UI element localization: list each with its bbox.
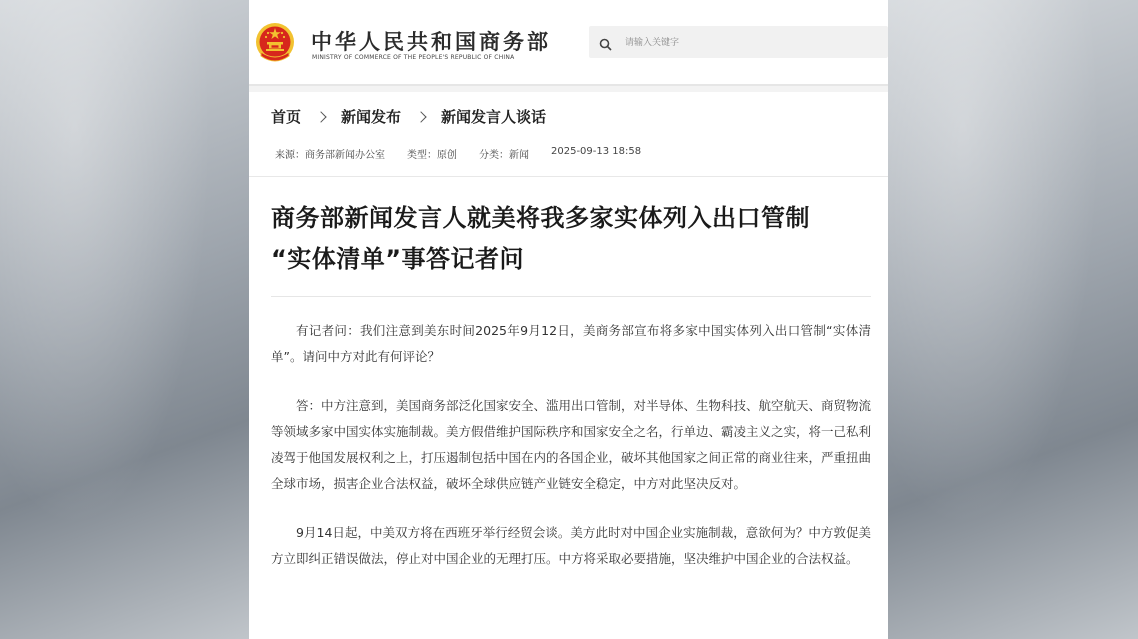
divider [249, 176, 888, 177]
org-name[interactable]: 中华人民共和国商务部 [311, 30, 551, 54]
national-emblem-icon[interactable] [255, 22, 295, 64]
background-right [888, 0, 1138, 639]
breadcrumb-spokesperson-talks[interactable]: 新闻发言人谈话 [441, 107, 547, 126]
article-paragraph: 9月14日起，中美双方将在西班牙举行经贸会谈。美方此时对中国企业实施制裁，意欲何为？中方敦促美方立即纠正错误做法，停止对中国企业的无理打压。中方将采取必要措施，坚决维护中国企业的合法权益。 [271, 525, 871, 566]
search-icon[interactable] [599, 36, 612, 49]
background-left [0, 0, 249, 639]
meta-category: 分类：新闻 [479, 150, 529, 161]
meta-datetime: 2025-09-13 18:58 [551, 146, 642, 157]
title-divider [271, 296, 871, 297]
article-title-line1: 商务部新闻发言人就美将我多家实体列入出口管制 [271, 204, 810, 232]
search-input[interactable] [623, 32, 877, 54]
article-title [271, 198, 871, 280]
header-separator [249, 86, 888, 92]
breadcrumb-news-release[interactable]: 新闻发布 [341, 107, 402, 126]
article-page [249, 0, 888, 639]
breadcrumb [271, 104, 546, 128]
search-box[interactable] [589, 26, 888, 58]
chevron-right-icon [415, 111, 426, 122]
site-header [249, 0, 888, 86]
article-meta [275, 146, 663, 161]
meta-source: 来源：商务部新闻办公室 [275, 150, 385, 161]
article-paragraph: 答：中方注意到，美国商务部泛化国家安全、滥用出口管制，对半导体、生物科技、航空航天、商贸物流等领域多家中国实体实施制裁。美方假借维护国际秩序和国家安全之名，行单边、霸凌主义之实，将一己私利凌驾于他国发展权利之上，打压遏制包括中国在内的各国企业，破坏其他国家之间正常的商业往来，严重扭曲全球市场，损害企业合法权益，破坏全球供应链产业链安全稳定，中方对此坚决反对。 [271, 398, 872, 491]
breadcrumb-home[interactable]: 首页 [271, 107, 302, 126]
chevron-right-icon [315, 111, 326, 122]
meta-type: 类型：原创 [407, 150, 457, 161]
org-name-english: MINISTRY OF COMMERCE OF THE PEOPLE'S REPUBLIC OF CHINA [312, 54, 515, 61]
article-paragraph: 有记者问：我们注意到美东时间2025年9月12日，美商务部宣布将多家中国实体列入出口管制“实体清单”。请问中方对此有何评论？ [271, 323, 871, 364]
article-body [271, 318, 871, 595]
article-title-line2: “实体清单”事答记者问 [271, 245, 525, 273]
